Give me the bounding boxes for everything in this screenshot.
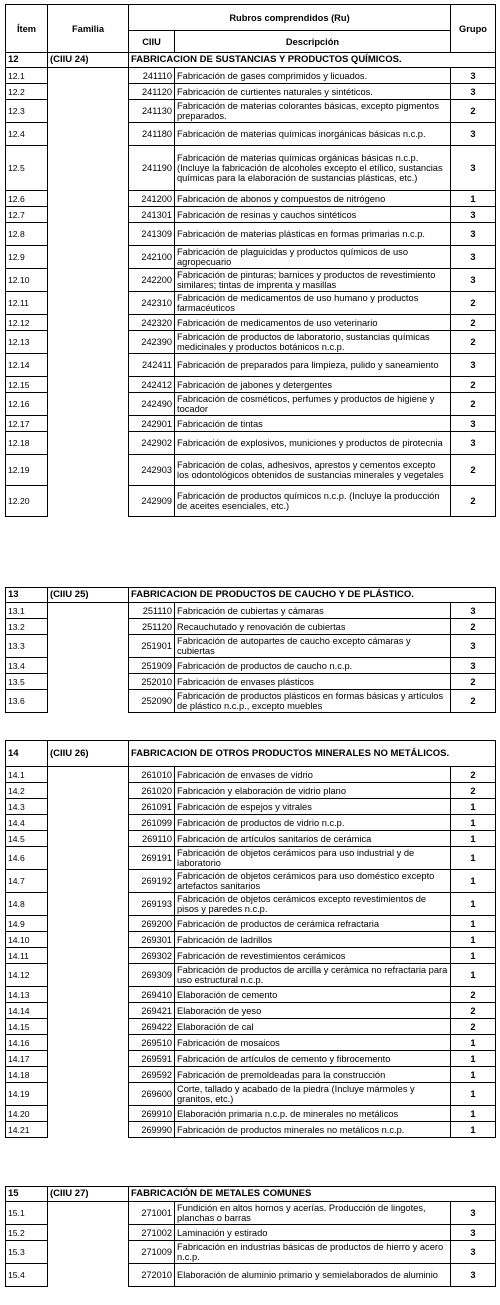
grupo-value: 2: [451, 674, 496, 690]
ciiu-code: 241301: [129, 207, 175, 223]
description: Fabricación de explosivos, municiones y productos de pirotecnia: [175, 432, 451, 455]
description: Fabricación de espejos y vitrales: [175, 799, 451, 815]
section-number: 12: [6, 53, 48, 68]
item-number: 15.3: [6, 1241, 48, 1264]
item-number: 12.2: [6, 84, 48, 100]
ciiu-code: 272010: [129, 1264, 175, 1287]
grupo-value: 2: [451, 1003, 496, 1019]
item-number: 12.6: [6, 191, 48, 207]
item-number: 14.20: [6, 1106, 48, 1122]
item-number: 12.9: [6, 246, 48, 269]
grupo-value: 3: [451, 146, 496, 191]
item-number: 12.20: [6, 486, 48, 517]
grupo-value: 2: [451, 292, 496, 315]
item-number: 14.13: [6, 987, 48, 1003]
description: Fabricación de pinturas; barnices y productos de revestimiento similares; tintas de imprenta y masillas: [175, 269, 451, 292]
ciiu-code: 251110: [129, 603, 175, 619]
description: Fundición en altos hornos y acerías. Producción de lingotes, planchas o barras: [175, 1202, 451, 1225]
description: Fabricación de materias químicas inorgánicas básicas n.c.p.: [175, 123, 451, 146]
item-number: 14.8: [6, 893, 48, 916]
ciiu-code: 242909: [129, 486, 175, 517]
grupo-value: 3: [451, 416, 496, 432]
ciiu-code: 242902: [129, 432, 175, 455]
description: Fabricación de objetos cerámicos excepto revestimientos de pisos y paredes n.c.p.: [175, 893, 451, 916]
section-number: 15: [6, 1187, 48, 1202]
familia-cell: [48, 603, 129, 713]
grupo-value: 1: [451, 847, 496, 870]
grupo-value: 2: [451, 783, 496, 799]
description: Elaboración primaria n.c.p. de minerales no metálicos: [175, 1106, 451, 1122]
ciiu-code: 241200: [129, 191, 175, 207]
ciiu-code: 271002: [129, 1225, 175, 1241]
description: Fabricación de colas, adhesivos, aprestos y cementos excepto los odontológicos obtenidos de sustancias minerales y vegetales: [175, 455, 451, 486]
description: Fabricación de materias plásticas en formas primarias n.c.p.: [175, 223, 451, 246]
header-ciiu: CIIU: [129, 31, 175, 53]
section-ciiu-code: (CIIU 25): [48, 588, 129, 603]
item-number: 14.17: [6, 1051, 48, 1067]
ciiu-code: 242901: [129, 416, 175, 432]
item-number: 12.10: [6, 269, 48, 292]
item-number: 12.17: [6, 416, 48, 432]
ciiu-code: 241120: [129, 84, 175, 100]
familia-cell: [48, 1202, 129, 1287]
ciiu-code: 242320: [129, 315, 175, 331]
ciiu-code: 269421: [129, 1003, 175, 1019]
section-header-row: [6, 588, 496, 603]
ciiu-code: 261099: [129, 815, 175, 831]
item-number: 12.18: [6, 432, 48, 455]
item-number: 12.11: [6, 292, 48, 315]
item-number: 12.19: [6, 455, 48, 486]
description: Elaboración de yeso: [175, 1003, 451, 1019]
grupo-value: 1: [451, 893, 496, 916]
grupo-value: 2: [451, 377, 496, 393]
ciiu-code: 251909: [129, 658, 175, 674]
ciiu-code: 269302: [129, 948, 175, 964]
description: Fabricación de envases plásticos: [175, 674, 451, 690]
description: Fabricación de productos químicos n.c.p. (Incluye la producción de aceites esenciales, etc.): [175, 486, 451, 517]
item-number: 14.18: [6, 1067, 48, 1083]
item-number: 12.16: [6, 393, 48, 416]
description: Fabricación de gases comprimidos y licuados.: [175, 68, 451, 84]
ciiu-code: 251120: [129, 619, 175, 635]
grupo-value: 1: [451, 964, 496, 987]
grupo-value: 3: [451, 354, 496, 377]
description: Fabricación de jabones y detergentes: [175, 377, 451, 393]
section-number: 13: [6, 588, 48, 603]
industry-table-section-15: [5, 1186, 496, 1287]
description: Fabricación de premoldeadas para la construcción: [175, 1067, 451, 1083]
description: Fabricación de preparados para limpieza, pulido y saneamiento: [175, 354, 451, 377]
section-header-row: [6, 53, 496, 68]
ciiu-code: 269510: [129, 1035, 175, 1051]
description: Fabricación de medicamentos de uso veterinario: [175, 315, 451, 331]
ciiu-code: 269600: [129, 1083, 175, 1106]
description: Fabricación de envases de vidrio: [175, 767, 451, 783]
grupo-value: 3: [451, 84, 496, 100]
ciiu-code: 242200: [129, 269, 175, 292]
item-number: 14.2: [6, 783, 48, 799]
ciiu-code: 241110: [129, 68, 175, 84]
grupo-value: 1: [451, 191, 496, 207]
section-number: 14: [6, 741, 48, 767]
grupo-value: 1: [451, 1067, 496, 1083]
ciiu-code: 261091: [129, 799, 175, 815]
grupo-value: 3: [451, 1264, 496, 1287]
item-number: 14.4: [6, 815, 48, 831]
ciiu-code: 241180: [129, 123, 175, 146]
ciiu-code: 261020: [129, 783, 175, 799]
item-number: 12.13: [6, 331, 48, 354]
ciiu-code: 269591: [129, 1051, 175, 1067]
grupo-value: 1: [451, 815, 496, 831]
ciiu-code: 269990: [129, 1122, 175, 1138]
ciiu-code: 241130: [129, 100, 175, 123]
grupo-value: 3: [451, 1225, 496, 1241]
ciiu-code: 269910: [129, 1106, 175, 1122]
description: Elaboración de aluminio primario y semielaborados de aluminio: [175, 1264, 451, 1287]
description: Recauchutado y renovación de cubiertas: [175, 619, 451, 635]
ciiu-code: 269110: [129, 831, 175, 847]
header-descripcion: Descripción: [175, 31, 451, 53]
description: Fabricación de artículos de cemento y fibrocemento: [175, 1051, 451, 1067]
description: Fabricación en industrias básicas de productos de hierro y acero n.c.p.: [175, 1241, 451, 1264]
item-number: 14.1: [6, 767, 48, 783]
item-number: 14.6: [6, 847, 48, 870]
item-number: 14.19: [6, 1083, 48, 1106]
grupo-value: 2: [451, 1019, 496, 1035]
grupo-value: 2: [451, 455, 496, 486]
grupo-value: 2: [451, 690, 496, 713]
description: Fabricación de productos de vidrio n.c.p.: [175, 815, 451, 831]
table-row: [6, 1202, 496, 1225]
description: Elaboración de cemento: [175, 987, 451, 1003]
table-row: [6, 767, 496, 783]
description: Laminación y estirado: [175, 1225, 451, 1241]
industry-table-section-13: [5, 587, 496, 713]
description: Fabricación de curtientes naturales y sintéticos.: [175, 84, 451, 100]
ciiu-code: 242390: [129, 331, 175, 354]
item-number: 12.12: [6, 315, 48, 331]
description: Fabricación de resinas y cauchos sintéticos: [175, 207, 451, 223]
description: Fabricación de medicamentos de uso humano y productos farmacéuticos: [175, 292, 451, 315]
ciiu-code: 242490: [129, 393, 175, 416]
section-title: FABRICACION DE PRODUCTOS DE CAUCHO Y DE PLÁSTICO.: [129, 588, 496, 603]
grupo-value: 1: [451, 1106, 496, 1122]
section-header-row: [6, 1187, 496, 1202]
item-number: 13.1: [6, 603, 48, 619]
item-number: 15.2: [6, 1225, 48, 1241]
grupo-value: 2: [451, 100, 496, 123]
ciiu-code: 269422: [129, 1019, 175, 1035]
item-number: 14.7: [6, 870, 48, 893]
ciiu-code: 242310: [129, 292, 175, 315]
header-familia: Familia: [48, 5, 129, 53]
grupo-value: 1: [451, 932, 496, 948]
item-number: 15.4: [6, 1264, 48, 1287]
grupo-value: 3: [451, 635, 496, 658]
ciiu-code: 269410: [129, 987, 175, 1003]
description: Fabricación de cubiertas y cámaras: [175, 603, 451, 619]
item-number: 13.3: [6, 635, 48, 658]
item-number: 14.21: [6, 1122, 48, 1138]
ciiu-code: 242411: [129, 354, 175, 377]
familia-cell: [48, 767, 129, 1138]
section-ciiu-code: (CIIU 27): [48, 1187, 129, 1202]
grupo-value: 2: [451, 767, 496, 783]
description: Fabricación de productos minerales no metálicos n.c.p.: [175, 1122, 451, 1138]
grupo-value: 1: [451, 916, 496, 932]
grupo-value: 1: [451, 799, 496, 815]
grupo-value: 3: [451, 603, 496, 619]
ciiu-code: 242100: [129, 246, 175, 269]
grupo-value: 1: [451, 1122, 496, 1138]
section-header-row: [6, 741, 496, 767]
description: Fabricación de materias químicas orgánicas básicas n.c.p. (Incluye la fabricación de alcoholes excepto el etílico, sustancias químicas para la elaboración de sustancias plásticas, etc.): [175, 146, 451, 191]
description: Fabricación de ladrillos: [175, 932, 451, 948]
description: Fabricación de materias colorantes básicas, excepto pigmentos preparados.: [175, 100, 451, 123]
description: Corte, tallado y acabado de la piedra (Incluye mármoles y granitos, etc.): [175, 1083, 451, 1106]
description: Fabricación de abonos y compuestos de nitrógeno: [175, 191, 451, 207]
ciiu-code: 242903: [129, 455, 175, 486]
grupo-value: 2: [451, 987, 496, 1003]
industry-table-section-14: [5, 740, 496, 1138]
grupo-value: 3: [451, 223, 496, 246]
ciiu-code: 251901: [129, 635, 175, 658]
grupo-value: 3: [451, 123, 496, 146]
description: Fabricación de productos plásticos en formas básicas y artículos de plástico n.c.p., excepto muebles: [175, 690, 451, 713]
description: Fabricación de productos de cerámica refractaria: [175, 916, 451, 932]
industry-table-section-12: [5, 4, 496, 517]
description: Fabricación de cosméticos, perfumes y productos de higiene y tocador: [175, 393, 451, 416]
ciiu-code: 269301: [129, 932, 175, 948]
description: Fabricación de productos de laboratorio, sustancias químicas medicinales y productos botánicos n.c.p.: [175, 331, 451, 354]
grupo-value: 1: [451, 831, 496, 847]
ciiu-code: 269592: [129, 1067, 175, 1083]
grupo-value: 3: [451, 1241, 496, 1264]
item-number: 14.5: [6, 831, 48, 847]
section-ciiu-code: (CIIU 24): [48, 53, 129, 68]
grupo-value: 1: [451, 870, 496, 893]
description: Fabricación de objetos cerámicos para uso industrial y de laboratorio: [175, 847, 451, 870]
item-number: 14.9: [6, 916, 48, 932]
grupo-value: 3: [451, 432, 496, 455]
ciiu-code: 241190: [129, 146, 175, 191]
description: Fabricación de artículos sanitarios de cerámica: [175, 831, 451, 847]
section-title: FABRICACION DE OTROS PRODUCTOS MINERALES NO METÁLICOS.: [129, 741, 496, 767]
item-number: 15.1: [6, 1202, 48, 1225]
item-number: 13.4: [6, 658, 48, 674]
item-number: 12.7: [6, 207, 48, 223]
grupo-value: 2: [451, 619, 496, 635]
ciiu-code: 269309: [129, 964, 175, 987]
item-number: 14.16: [6, 1035, 48, 1051]
description: Fabricación de revestimientos cerámicos: [175, 948, 451, 964]
item-number: 14.11: [6, 948, 48, 964]
grupo-value: 1: [451, 1035, 496, 1051]
section-title: FABRICACION DE SUSTANCIAS Y PRODUCTOS QUÍMICOS.: [129, 53, 496, 68]
grupo-value: 2: [451, 486, 496, 517]
grupo-value: 3: [451, 207, 496, 223]
grupo-value: 3: [451, 68, 496, 84]
table-row: [6, 603, 496, 619]
item-number: 13.5: [6, 674, 48, 690]
header-rubros: Rubros comprendidos (Ru): [129, 5, 451, 31]
ciiu-code: 271001: [129, 1202, 175, 1225]
description: Fabricación de productos de caucho n.c.p.: [175, 658, 451, 674]
description: Fabricación de autopartes de caucho excepto cámaras y cubiertas: [175, 635, 451, 658]
grupo-value: 1: [451, 1051, 496, 1067]
grupo-value: 3: [451, 246, 496, 269]
ciiu-code: 269192: [129, 870, 175, 893]
table-row: [6, 68, 496, 84]
ciiu-code: 271009: [129, 1241, 175, 1264]
header-item: Ítem: [6, 5, 48, 53]
item-number: 14.12: [6, 964, 48, 987]
grupo-value: 1: [451, 948, 496, 964]
grupo-value: 2: [451, 331, 496, 354]
item-number: 12.1: [6, 68, 48, 84]
item-number: 12.8: [6, 223, 48, 246]
grupo-value: 2: [451, 393, 496, 416]
description: Fabricación de mosaicos: [175, 1035, 451, 1051]
item-number: 12.5: [6, 146, 48, 191]
grupo-value: 3: [451, 269, 496, 292]
item-number: 14.10: [6, 932, 48, 948]
item-number: 13.6: [6, 690, 48, 713]
familia-cell: [48, 68, 129, 517]
section-ciiu-code: (CIIU 26): [48, 741, 129, 767]
ciiu-code: 269193: [129, 893, 175, 916]
item-number: 12.14: [6, 354, 48, 377]
section-title: FABRICACIÓN DE METALES COMUNES: [129, 1187, 496, 1202]
item-number: 14.15: [6, 1019, 48, 1035]
ciiu-code: 252010: [129, 674, 175, 690]
description: Elaboración de cal: [175, 1019, 451, 1035]
ciiu-code: 261010: [129, 767, 175, 783]
ciiu-code: 269191: [129, 847, 175, 870]
item-number: 14.3: [6, 799, 48, 815]
item-number: 12.15: [6, 377, 48, 393]
header-grupo: Grupo: [451, 5, 496, 53]
grupo-value: 2: [451, 315, 496, 331]
item-number: 14.14: [6, 1003, 48, 1019]
ciiu-code: 252090: [129, 690, 175, 713]
description: Fabricación de tintas: [175, 416, 451, 432]
description: Fabricación de plaguicidas y productos químicos de uso agropecuario: [175, 246, 451, 269]
grupo-value: 3: [451, 658, 496, 674]
ciiu-code: 241309: [129, 223, 175, 246]
ciiu-code: 269200: [129, 916, 175, 932]
grupo-value: 1: [451, 1083, 496, 1106]
item-number: 12.4: [6, 123, 48, 146]
description: Fabricación de productos de arcilla y cerámica no refractaria para uso estructural n.c.p.: [175, 964, 451, 987]
grupo-value: 3: [451, 1202, 496, 1225]
ciiu-code: 242412: [129, 377, 175, 393]
item-number: 13.2: [6, 619, 48, 635]
item-number: 12.3: [6, 100, 48, 123]
description: Fabricación y elaboración de vidrio plano: [175, 783, 451, 799]
description: Fabricación de objetos cerámicos para uso doméstico excepto artefactos sanitarios: [175, 870, 451, 893]
